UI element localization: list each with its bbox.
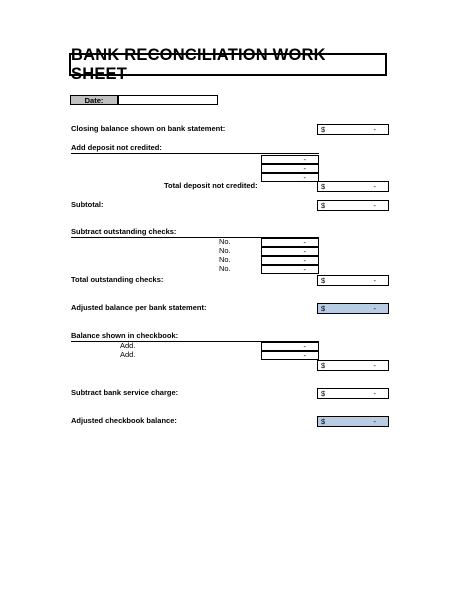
closing-balance-label: Closing balance shown on bank statement: [71, 124, 226, 133]
check-no-label: No. [219, 264, 231, 273]
service-charge-field[interactable] [317, 388, 389, 399]
currency-symbol: $ [321, 304, 326, 313]
add-deposit-label: Add deposit not credited: [71, 143, 162, 152]
page-title: BANK RECONCILIATION WORK SHEET [71, 45, 326, 83]
amount-value: - [303, 351, 306, 360]
checkbook-subtotal-field[interactable] [317, 360, 389, 371]
subtotal-label: Subtotal: [71, 200, 104, 209]
date-label: Date: [70, 95, 118, 105]
balance-checkbook-label: Balance shown in checkbook: [71, 331, 179, 340]
check-entry-2[interactable] [261, 247, 319, 256]
currency-symbol: $ [321, 201, 326, 210]
add-label: Add. [120, 341, 136, 350]
add-label: Add. [120, 350, 136, 359]
amount-value: - [303, 265, 306, 274]
date-field[interactable] [118, 95, 218, 105]
subtotal-field[interactable] [317, 200, 389, 211]
amount-value: - [373, 125, 376, 134]
amount-value: - [373, 361, 376, 370]
currency-symbol: $ [321, 125, 326, 134]
amount-value: - [373, 417, 376, 426]
closing-balance-field[interactable] [317, 124, 389, 135]
deposit-entry-3[interactable] [261, 173, 319, 182]
check-entry-3[interactable] [261, 256, 319, 265]
deposit-entry-2[interactable] [261, 164, 319, 173]
amount-value: - [303, 173, 306, 182]
amount-value: - [373, 276, 376, 285]
amount-value: - [303, 247, 306, 256]
add-entry-1[interactable] [261, 342, 319, 351]
amount-value: - [303, 342, 306, 351]
total-deposit-label: Total deposit not credited: [164, 181, 258, 190]
service-charge-label: Subtract bank service charge: [71, 388, 179, 397]
amount-value: - [303, 164, 306, 173]
currency-symbol: $ [321, 276, 326, 285]
total-checks-field[interactable] [317, 275, 389, 286]
amount-value: - [373, 182, 376, 191]
add-entry-2[interactable] [261, 351, 319, 360]
check-no-label: No. [219, 246, 231, 255]
check-no-label: No. [219, 255, 231, 264]
total-checks-label: Total outstanding checks: [71, 275, 164, 284]
check-entry-4[interactable] [261, 265, 319, 274]
amount-value: - [303, 155, 306, 164]
amount-value: - [303, 238, 306, 247]
total-deposit-field[interactable] [317, 181, 389, 192]
currency-symbol: $ [321, 361, 326, 370]
subtract-checks-label: Subtract outstanding checks: [71, 227, 177, 236]
deposit-entry-1[interactable] [261, 155, 319, 164]
currency-symbol: $ [321, 182, 326, 191]
amount-value: - [303, 256, 306, 265]
currency-symbol: $ [321, 417, 326, 426]
adjusted-checkbook-label: Adjusted checkbook balance: [71, 416, 177, 425]
section-divider [71, 153, 319, 154]
adjusted-checkbook-field[interactable] [317, 416, 389, 427]
amount-value: - [373, 201, 376, 210]
check-no-label: No. [219, 237, 231, 246]
amount-value: - [373, 304, 376, 313]
adjusted-bank-label: Adjusted balance per bank statement: [71, 303, 207, 312]
check-entry-1[interactable] [261, 238, 319, 247]
adjusted-bank-field[interactable] [317, 303, 389, 314]
title-box [69, 45, 387, 83]
currency-symbol: $ [321, 389, 326, 398]
amount-value: - [373, 389, 376, 398]
